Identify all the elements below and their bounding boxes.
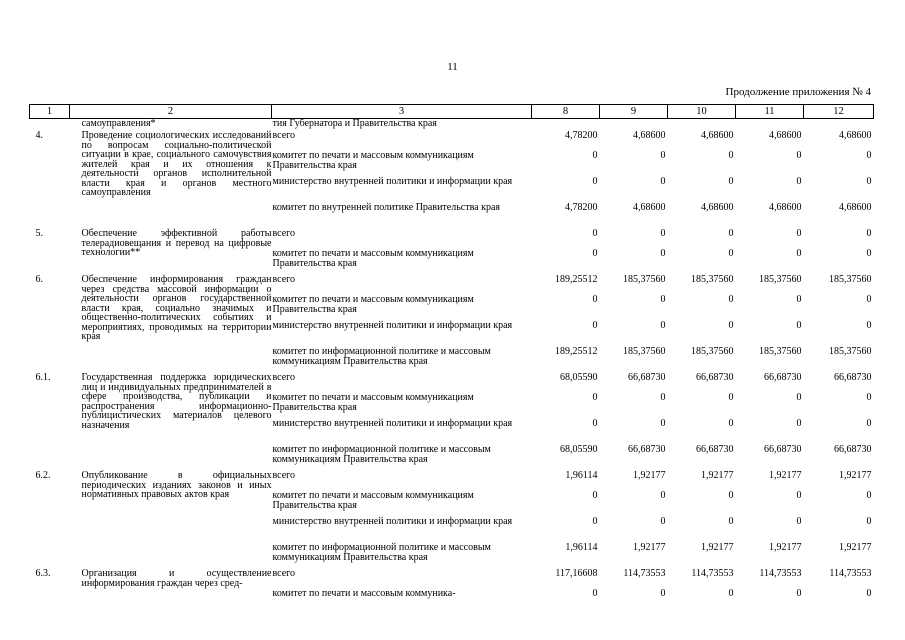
table-row [30, 569, 874, 589]
value-cell: 114,73553 [691, 568, 734, 579]
value-cell: 66,68730 [834, 444, 872, 455]
value-cell: 4,68600 [839, 202, 872, 213]
value-cell: 0 [866, 248, 872, 259]
activity-name: Обеспечение эффективной работы телерадиовещания и перевод на цифровые технологии** [81, 228, 272, 258]
value-cell: 0 [660, 228, 666, 239]
value-cell: 4,68600 [769, 202, 802, 213]
value-cell: 114,73553 [829, 568, 872, 579]
value-cell: 4,68600 [633, 202, 666, 213]
header-cell: 10 [668, 105, 736, 119]
executor: комитет по печати и массовым коммуникациям Правительства края [272, 490, 474, 511]
header-cell: 12 [804, 105, 874, 119]
value-cell: 4,68600 [701, 130, 734, 141]
value-cell: 0 [728, 150, 734, 161]
executor: комитет по печати и массовым коммуника- [272, 588, 456, 599]
value-cell: 0 [728, 588, 734, 599]
value-cell: 0 [592, 588, 598, 599]
value-cell: 1,96114 [565, 542, 598, 553]
activity-name: Обеспечение информирования граждан через средства массовой информации о деятельности органов государственной власти края, социально значимых и общественно-политических событиях и мероприятиях, проводимых на территории края [81, 274, 272, 342]
executor: всего [272, 372, 296, 383]
value-cell: 0 [796, 490, 802, 501]
value-cell: 0 [660, 176, 666, 187]
value-cell: 0 [796, 228, 802, 239]
value-cell: 66,68730 [628, 444, 666, 455]
value-cell: 0 [866, 150, 872, 161]
value-cell: 0 [660, 150, 666, 161]
value-cell: 1,92177 [839, 542, 872, 553]
value-cell: 68,05590 [560, 372, 598, 383]
value-cell: 0 [728, 320, 734, 331]
value-cell: 66,68730 [834, 372, 872, 383]
value-cell: 0 [660, 392, 666, 403]
row-number: 5. [35, 228, 43, 239]
value-cell: 0 [592, 176, 598, 187]
value-cell: 0 [660, 588, 666, 599]
value-cell: 0 [796, 418, 802, 429]
value-cell: 0 [866, 588, 872, 599]
activity-name: Организация и осуществление информирования граждан через сред- [81, 568, 272, 589]
value-cell: 1,92177 [701, 470, 734, 481]
row-number: 6.1. [35, 372, 51, 383]
activity-name: Государственная поддержка юридических лиц и индивидуальных предпринимателей в сфере производства, публикации и распространения информационно-публицистических материалов целевого назначения [81, 372, 272, 431]
activity-name: Опубликование в официальных периодических изданиях законов и иных нормативных правовых актов края [81, 470, 272, 500]
value-cell: 0 [796, 516, 802, 527]
value-cell: 185,37560 [691, 274, 734, 285]
value-cell: 0 [866, 418, 872, 429]
executor: всего [272, 470, 296, 481]
value-cell: 0 [866, 176, 872, 187]
executor: комитет по печати и массовым коммуникациям Правительства края [272, 150, 474, 171]
value-cell: 0 [728, 248, 734, 259]
row-number: 4. [35, 130, 43, 141]
value-cell: 0 [660, 320, 666, 331]
executor: всего [272, 568, 296, 579]
page-number: 11 [447, 61, 458, 73]
header-cell: 9 [600, 105, 668, 119]
row-number: 6. [35, 274, 43, 285]
value-cell: 4,78200 [565, 202, 598, 213]
value-cell: 66,68730 [764, 444, 802, 455]
table-row [30, 229, 874, 249]
value-cell: 66,68730 [628, 372, 666, 383]
activity-name: Проведение социологических исследований по вопросам социально-политической ситуации в крае, социального самочувствия жителей края и их отношения к деятельности органов исполнительной власти края и органов местного самоуправления [81, 130, 272, 198]
executor: комитет по печати и массовым коммуникациям Правительства края [272, 392, 474, 413]
value-cell: 185,37560 [759, 346, 802, 357]
table-row [30, 373, 874, 393]
table-row [30, 131, 874, 151]
value-cell: 0 [592, 320, 598, 331]
header-cell: 11 [736, 105, 804, 119]
value-cell: 0 [728, 490, 734, 501]
value-cell: 185,37560 [829, 274, 872, 285]
value-cell: 0 [592, 516, 598, 527]
value-cell: 0 [866, 516, 872, 527]
value-cell: 0 [592, 150, 598, 161]
continuation-label: Продолжение приложения № 4 [725, 86, 871, 98]
value-cell: 117,16608 [555, 568, 598, 579]
value-cell: 4,68600 [769, 130, 802, 141]
executor: комитет по информационной политике и массовым коммуникациям Правительства края [272, 542, 491, 563]
value-cell: 189,25512 [555, 274, 598, 285]
row-number: 6.3. [35, 568, 51, 579]
value-cell: 0 [660, 294, 666, 305]
value-cell: 0 [660, 418, 666, 429]
value-cell: 0 [866, 294, 872, 305]
value-cell: 0 [660, 516, 666, 527]
value-cell: 1,96114 [565, 470, 598, 481]
value-cell: 0 [866, 392, 872, 403]
value-cell: 185,37560 [691, 346, 734, 357]
value-cell: 0 [866, 320, 872, 331]
value-cell: 0 [796, 588, 802, 599]
value-cell: 0 [728, 176, 734, 187]
value-cell: 0 [796, 176, 802, 187]
value-cell: 0 [796, 294, 802, 305]
value-cell: 0 [592, 248, 598, 259]
value-cell: 189,25512 [555, 346, 598, 357]
value-cell: 114,73553 [759, 568, 802, 579]
value-cell: 4,68600 [633, 130, 666, 141]
value-cell: 4,68600 [701, 202, 734, 213]
executor: министерство внутренней политики и информации края [272, 320, 513, 331]
value-cell: 0 [592, 228, 598, 239]
header-row [30, 105, 874, 119]
table-row [30, 275, 874, 295]
executor: комитет по печати и массовым коммуникациям Правительства края [272, 248, 474, 269]
executor: тия Губернатора и Правительства края [272, 118, 437, 129]
value-cell: 66,68730 [764, 372, 802, 383]
value-cell: 0 [796, 150, 802, 161]
value-cell: 185,37560 [759, 274, 802, 285]
value-cell: 114,73553 [623, 568, 666, 579]
value-cell: 185,37560 [623, 274, 666, 285]
executor: министерство внутренней политики и информации края [272, 176, 513, 187]
executor: комитет по информационной политике и массовым коммуникациям Правительства края [272, 444, 491, 465]
value-cell: 0 [592, 418, 598, 429]
value-cell: 185,37560 [829, 346, 872, 357]
value-cell: 1,92177 [633, 470, 666, 481]
value-cell: 0 [728, 392, 734, 403]
value-cell: 0 [866, 228, 872, 239]
executor: всего [272, 228, 296, 239]
header-cell: 8 [532, 105, 600, 119]
value-cell: 1,92177 [769, 542, 802, 553]
executor: комитет по информационной политике и массовым коммуникациям Правительства края [272, 346, 491, 367]
value-cell: 0 [728, 516, 734, 527]
value-cell: 185,37560 [623, 346, 666, 357]
value-cell: 1,92177 [839, 470, 872, 481]
value-cell: 0 [796, 248, 802, 259]
value-cell: 4,78200 [565, 130, 598, 141]
value-cell: 0 [796, 392, 802, 403]
value-cell: 0 [660, 248, 666, 259]
executor: министерство внутренней политики и информации края [272, 516, 513, 527]
table-row [30, 471, 874, 491]
value-cell: 66,68730 [696, 444, 734, 455]
value-cell: 0 [728, 418, 734, 429]
header-cell: 1 [30, 105, 70, 119]
activity-name: самоуправления* [81, 118, 156, 129]
value-cell: 0 [592, 294, 598, 305]
table-body [30, 119, 874, 610]
executor: комитет по печати и массовым коммуникациям Правительства края [272, 294, 474, 315]
value-cell: 0 [728, 294, 734, 305]
executor: министерство внутренней политики и информации края [272, 418, 513, 429]
header-cell: 3 [272, 105, 532, 119]
executor: всего [272, 274, 296, 285]
value-cell: 4,68600 [839, 130, 872, 141]
value-cell: 0 [796, 320, 802, 331]
header-cell: 2 [70, 105, 272, 119]
value-cell: 66,68730 [696, 372, 734, 383]
row-number: 6.2. [35, 470, 51, 481]
value-cell: 0 [728, 228, 734, 239]
executor: комитет по внутренней политике Правительства края [272, 202, 501, 213]
value-cell: 0 [592, 490, 598, 501]
value-cell: 0 [660, 490, 666, 501]
value-cell: 0 [866, 490, 872, 501]
value-cell: 0 [592, 392, 598, 403]
value-cell: 1,92177 [701, 542, 734, 553]
executor: всего [272, 130, 296, 141]
value-cell: 1,92177 [633, 542, 666, 553]
value-cell: 1,92177 [769, 470, 802, 481]
budget-table [29, 104, 874, 609]
value-cell: 68,05590 [560, 444, 598, 455]
